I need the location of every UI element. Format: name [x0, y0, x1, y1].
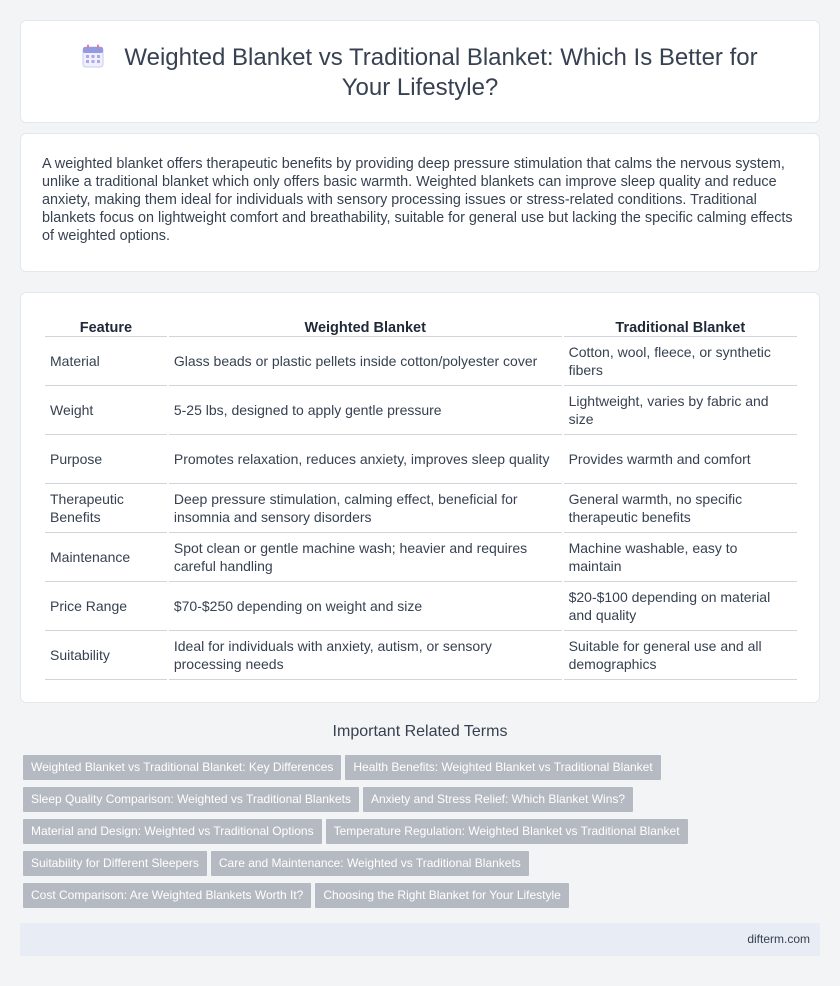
- calendar-icon: [82, 44, 104, 68]
- feature-cell: Suitability: [45, 631, 167, 680]
- table-row: [45, 582, 797, 631]
- traditional-cell: Lightweight, varies by fabric and size: [564, 386, 797, 435]
- related-term-link[interactable]: Health Benefits: Weighted Blanket vs Traditional Blanket: [345, 755, 660, 780]
- table-row: [45, 533, 797, 582]
- tag-row: [23, 755, 813, 787]
- traditional-cell: General warmth, no specific therapeutic benefits: [564, 484, 797, 533]
- traditional-cell: Provides warmth and comfort: [564, 435, 797, 484]
- tag-row: [23, 851, 813, 883]
- comparison-table: [43, 317, 799, 680]
- intro-paragraph: A weighted blanket offers therapeutic benefits by providing deep pressure stimulation that calms the nervous system, unlike a traditional blanket which only offers basic warmth. Weighted blankets can improve sleep quality and reduce anxiety, making them ideal for individuals with sensory processing issues or stress-related conditions. Traditional blankets focus on lightweight comfort and breathability, suitable for general use but lacking the specific calming effects of weighted options.: [42, 156, 793, 244]
- traditional-cell: Suitable for general use and all demographics: [564, 631, 797, 680]
- tag-row: [23, 883, 813, 915]
- table-row: [45, 484, 797, 533]
- feature-cell: Maintenance: [45, 533, 167, 582]
- traditional-cell: $20-$100 depending on material and quality: [564, 582, 797, 631]
- weighted-cell: Deep pressure stimulation, calming effect, beneficial for insomnia and sensory disorders: [169, 484, 562, 533]
- table-header-row: [45, 317, 797, 337]
- traditional-cell: Cotton, wool, fleece, or synthetic fibers: [564, 337, 797, 386]
- header-card: [20, 20, 820, 123]
- related-term-link[interactable]: Care and Maintenance: Weighted vs Traditional Blankets: [211, 851, 529, 876]
- related-term-link[interactable]: Weighted Blanket vs Traditional Blanket: Key Differences: [23, 755, 341, 780]
- feature-cell: Purpose: [45, 435, 167, 484]
- feature-cell: Material: [45, 337, 167, 386]
- related-term-link[interactable]: Choosing the Right Blanket for Your Lifestyle: [315, 883, 568, 908]
- weighted-cell: Spot clean or gentle machine wash; heavier and requires careful handling: [169, 533, 562, 582]
- footer-site-link[interactable]: difterm.com: [747, 932, 810, 946]
- column-header-traditional: Traditional Blanket: [564, 317, 797, 337]
- footer: [20, 923, 820, 956]
- weighted-cell: Promotes relaxation, reduces anxiety, improves sleep quality: [169, 435, 562, 484]
- related-terms-list: [23, 755, 813, 915]
- page-title-wrap: [21, 43, 819, 103]
- related-term-link[interactable]: Temperature Regulation: Weighted Blanket vs Traditional Blanket: [326, 819, 688, 844]
- weighted-cell: Ideal for individuals with anxiety, autism, or sensory processing needs: [169, 631, 562, 680]
- feature-cell: Therapeutic Benefits: [45, 484, 167, 533]
- related-term-link[interactable]: Anxiety and Stress Relief: Which Blanket Wins?: [363, 787, 633, 812]
- feature-cell: Price Range: [45, 582, 167, 631]
- table-row: [45, 386, 797, 435]
- table-row: [45, 337, 797, 386]
- tag-row: [23, 787, 813, 819]
- intro-card: [20, 133, 820, 272]
- weighted-cell: 5-25 lbs, designed to apply gentle pressure: [169, 386, 562, 435]
- related-term-link[interactable]: Sleep Quality Comparison: Weighted vs Traditional Blankets: [23, 787, 359, 812]
- tag-row: [23, 819, 813, 851]
- page-title: Weighted Blanket vs Traditional Blanket: Which Is Better for Your Lifestyle?: [124, 44, 758, 101]
- traditional-cell: Machine washable, easy to maintain: [564, 533, 797, 582]
- column-header-weighted: Weighted Blanket: [169, 317, 562, 337]
- related-term-link[interactable]: Material and Design: Weighted vs Traditional Options: [23, 819, 322, 844]
- related-term-link[interactable]: Cost Comparison: Are Weighted Blankets Worth It?: [23, 883, 311, 908]
- related-term-link[interactable]: Suitability for Different Sleepers: [23, 851, 207, 876]
- column-header-feature: Feature: [45, 317, 167, 337]
- weighted-cell: Glass beads or plastic pellets inside cotton/polyester cover: [169, 337, 562, 386]
- table-row: [45, 435, 797, 484]
- table-row: [45, 631, 797, 680]
- weighted-cell: $70-$250 depending on weight and size: [169, 582, 562, 631]
- related-terms-title: Important Related Terms: [332, 723, 508, 740]
- feature-cell: Weight: [45, 386, 167, 435]
- comparison-card: [20, 292, 820, 703]
